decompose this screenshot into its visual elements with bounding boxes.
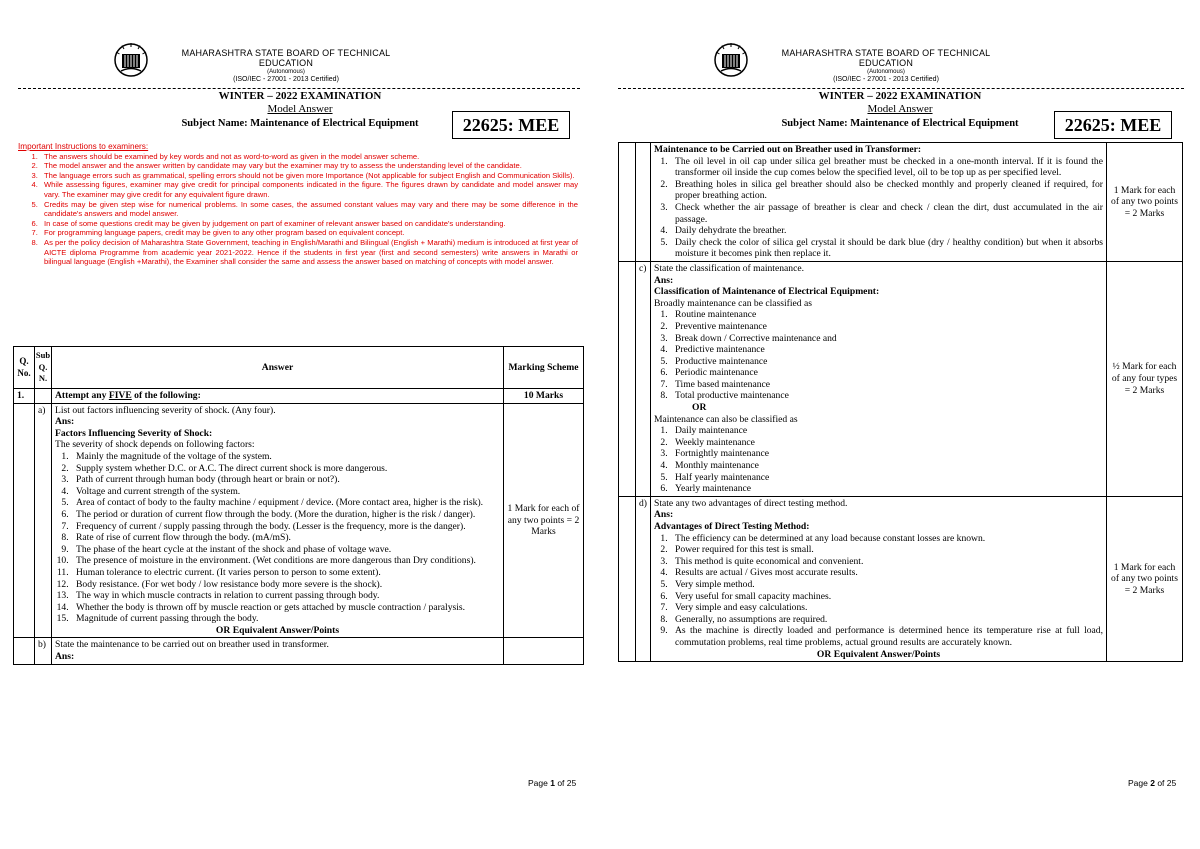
answer-heading: Advantages of Direct Testing Method:	[654, 521, 810, 532]
list-item: 6. Yearly maintenance	[670, 483, 1103, 495]
list-item: 4. Voltage and current strength of the system.	[71, 486, 500, 498]
subject-code-box: 22625: MEE	[1054, 111, 1172, 139]
subq-header: Sub Q. N.	[35, 347, 52, 389]
ans-label: Ans:	[654, 274, 674, 286]
list-item: 1. Mainly the magnitude of the voltage of the system.	[71, 451, 500, 463]
answer-intro: Maintenance can also be classified as	[654, 413, 798, 425]
answer-list	[654, 425, 1103, 495]
answer-intro: Broadly maintenance can be classified as	[654, 297, 812, 309]
list-item: 5. Half yearly maintenance	[670, 472, 1103, 484]
list-item: 2. Breathing holes in silica gel breather should also be checked monthly and properly cleaned if required, for proper breathing action.	[670, 179, 1103, 202]
list-item: 11. Human tolerance to electric current. (It varies person to person to some extent).	[71, 567, 500, 579]
list-item: 4. Predictive maintenance	[670, 344, 1103, 356]
ans-label: Ans:	[55, 651, 75, 663]
ans-label: Ans:	[654, 509, 674, 521]
autonomous-label: (Autonomous)	[267, 69, 305, 75]
list-item: 5. Very simple method.	[670, 579, 1103, 591]
header-divider	[18, 88, 580, 89]
exam-title: WINTER – 2022 EXAMINATION	[218, 90, 382, 102]
table-row	[619, 143, 1183, 262]
ans-label: Ans:	[55, 416, 75, 428]
table-row	[619, 496, 1183, 661]
answer-list	[654, 309, 1103, 402]
sub-question-text: State the maintenance to be carried out on breather used in transformer.	[55, 639, 329, 651]
page-header	[0, 42, 600, 84]
answer-heading: Classification of Maintenance of Electrical Equipment:	[654, 286, 880, 298]
five-label: FIVE	[108, 390, 132, 401]
board-name: MAHARASHTRA STATE BOARD OF TECHNICAL EDUCATION	[781, 48, 991, 68]
answer-list	[654, 533, 1103, 649]
list-item: 12. Body resistance. (For wet body / low resistance body more severe is the shock).	[71, 579, 500, 591]
instructions-title: Important Instructions to examiners:	[18, 142, 149, 151]
list-item: 1. Daily maintenance	[670, 425, 1103, 437]
sub-question-label: a)	[35, 403, 52, 638]
list-item: 5. Area of contact of body to the faulty machine / equipment / device. (More contact area, higher is the risk).	[71, 497, 500, 509]
subject-name: Subject Name: Maintenance of Electrical Equipment	[181, 118, 419, 129]
board-logo-icon	[713, 42, 749, 78]
iso-label: (ISO/IEC - 27001 - 2013 Certified)	[233, 76, 339, 83]
board-title	[756, 48, 1016, 83]
answer-heading: Factors Influencing Severity of Shock:	[55, 427, 213, 439]
list-item: 13. The way in which muscle contracts in relation to current passing through body.	[71, 590, 500, 602]
list-item: 1. The efficiency can be determined at any load because constant losses are known.	[670, 533, 1103, 545]
sub-question-text: State the classification of maintenance.	[654, 262, 804, 274]
list-item: 1. Routine maintenance	[670, 309, 1103, 321]
page-number: 2	[1150, 778, 1155, 788]
list-item: 7. Frequency of current / supply passing through the body. (Lesser is the frequency, more is the danger).	[71, 521, 500, 533]
board-logo-icon	[113, 42, 149, 78]
table-row	[619, 261, 1183, 496]
list-item: 3. Break down / Corrective maintenance and	[670, 333, 1103, 345]
instruction-item: 6. In case of some questions credit may be given by judgement on part of examiner of relevant answer based on candidate's understanding.	[40, 219, 578, 229]
list-item: 2. Supply system whether D.C. or A.C. The direct current shock is more dangerous.	[71, 463, 500, 475]
examiner-instructions	[18, 142, 578, 267]
page-2	[600, 0, 1200, 849]
page-header	[600, 42, 1200, 84]
subject-code-box: 22625: MEE	[452, 111, 570, 139]
list-item: 2. Preventive maintenance	[670, 321, 1103, 333]
or-label: OR	[692, 402, 707, 414]
instruction-item: 7. For programming language papers, credit may be given to any other program based on equivalent concept.	[40, 228, 578, 238]
list-item: 7. Very simple and easy calculations.	[670, 602, 1103, 614]
equivalent-note: OR Equivalent Answer/Points	[816, 648, 941, 660]
model-answer-label: Model Answer	[867, 103, 933, 115]
answer-cell	[52, 403, 504, 638]
list-item: 10. The presence of moisture in the environment. (Wet conditions are more dangerous than Dry conditions).	[71, 555, 500, 567]
subject-name: Subject Name: Maintenance of Electrical Equipment	[781, 118, 1019, 129]
instruction-item: 2. The model answer and the answer written by candidate may vary but the examiner may try to assess the understanding level of the candidate.	[40, 161, 578, 171]
list-item: 3. Check whether the air passage of breather is clear and check / clean the dirt, dust accumulated in the air passage.	[670, 202, 1103, 225]
header-divider	[618, 88, 1184, 89]
list-item: 1. The oil level in oil cap under silica gel breather must be checked in a one-month interval. If it is found the transformer oil inside the cup comes below the specified level, oil to be top up as per specified level.	[670, 156, 1103, 179]
marking-scheme: 1 Mark for each of any two points = 2 Marks	[1107, 496, 1183, 661]
question-instruction: Attempt any FIVE of the following:	[52, 389, 504, 404]
answer-list	[654, 156, 1103, 260]
page-footer: Page 1 of 25	[528, 778, 577, 788]
marking-header: Marking Scheme	[504, 347, 584, 389]
table-row	[14, 389, 584, 404]
list-item: 14. Whether the body is thrown off by muscle reaction or gets attached by muscle contraction / paralysis.	[71, 602, 500, 614]
instruction-item: 8. As per the policy decision of Maharashtra State Government, teaching in English/Marathi and Bilingual (English + Marathi) medium is introduced at first year of AICTE diploma Programme from academic year 2021-2022. Hence if the students in first year (first and second semesters) write answers in Marathi or bilingual language (English +Marathi), the Examiner shall consider the same and assess the answer based on matching of concepts with model answer.	[40, 238, 578, 267]
marking-scheme: ½ Mark for each of any four types = 2 Marks	[1107, 261, 1183, 496]
board-name: MAHARASHTRA STATE BOARD OF TECHNICAL EDUCATION	[181, 48, 391, 68]
list-item: 6. Very useful for small capacity machines.	[670, 591, 1103, 603]
list-item: 3. Path of current through human body (through heart or brain or not?).	[71, 474, 500, 486]
list-item: 9. The phase of the heart cycle at the instant of the shock and phase of voltage wave.	[71, 544, 500, 556]
answer-list	[55, 451, 500, 625]
sub-question-text: List out factors influencing severity of shock. (Any four).	[55, 404, 276, 416]
instruction-item: 1. The answers should be examined by key words and not as word-to-word as given in the model answer scheme.	[40, 152, 578, 162]
board-title	[156, 48, 416, 83]
list-item: 4. Monthly maintenance	[670, 460, 1103, 472]
instructions-list	[18, 152, 578, 267]
model-answer-label: Model Answer	[267, 103, 333, 115]
list-item: 9. As the machine is directly loaded and performance is determined hence its temperature rise at full load, commutation problems, real time problems, actual ground results are accurately known.	[670, 625, 1103, 648]
answer-table	[13, 346, 584, 665]
equivalent-note: OR Equivalent Answer/Points	[215, 624, 340, 636]
marking-scheme: 1 Mark for each of any two points = 2 Marks	[1107, 143, 1183, 262]
sub-question-label: c)	[636, 261, 651, 496]
answer-cell	[651, 496, 1107, 661]
exam-title-block	[750, 90, 1050, 130]
list-item: 5. Productive maintenance	[670, 356, 1103, 368]
list-item: 2. Power required for this test is small.	[670, 544, 1103, 556]
question-marks: 10 Marks	[504, 389, 584, 404]
answer-cell	[52, 638, 504, 664]
list-item: 8. Generally, no assumptions are required.	[670, 614, 1103, 626]
answer-intro: The severity of shock depends on following factors:	[55, 439, 255, 451]
qno-header: Q. No.	[14, 347, 35, 389]
list-item: 3. Fortnightly maintenance	[670, 448, 1103, 460]
sub-question-label: d)	[636, 496, 651, 661]
list-item: 5. Daily check the color of silica gel crystal it should be dark blue (dry / healthy condition) but when it absorbs moisture it becomes pink then replace it.	[670, 237, 1103, 260]
exam-title: WINTER – 2022 EXAMINATION	[818, 90, 982, 102]
table-row	[14, 403, 584, 638]
answer-cell	[651, 143, 1107, 262]
question-number: 1.	[14, 389, 35, 404]
list-item: 6. Periodic maintenance	[670, 367, 1103, 379]
table-row	[14, 638, 584, 664]
page-number: 1	[550, 778, 555, 788]
list-item: 4. Daily dehydrate the breather.	[670, 225, 1103, 237]
instruction-item: 4. While assessing figures, examiner may give credit for principal components indicated in the figure. The figures drawn by candidate and model answer may vary. The examiner may give credit for any equivalent figure drawn.	[40, 180, 578, 199]
list-item: 3. This method is quite economical and convenient.	[670, 556, 1103, 568]
list-item: 4. Results are actual / Gives most accurate results.	[670, 567, 1103, 579]
instruction-item: 3. The language errors such as grammatical, spelling errors should not be given more Importance (Not applicable for subject English and Communication Skills).	[40, 171, 578, 181]
list-item: 7. Time based maintenance	[670, 379, 1103, 391]
sub-question-text: State any two advantages of direct testing method.	[654, 497, 848, 509]
exam-title-block	[150, 90, 450, 130]
sub-question-label: b)	[35, 638, 52, 664]
marking-scheme: 1 Mark for each of any two points = 2 Marks	[504, 403, 584, 638]
page-footer: Page 2 of 25	[1128, 778, 1177, 788]
instruction-item: 5. Credits may be given step wise for numerical problems. In some cases, the assumed constant values may vary and there may be some difference in the candidate's answers and model answer.	[40, 200, 578, 219]
answer-table	[618, 142, 1183, 662]
list-item: 8. Total productive maintenance	[670, 390, 1103, 402]
answer-heading: Maintenance to be Carried out on Breather used in Transformer:	[654, 144, 922, 155]
list-item: 2. Weekly maintenance	[670, 437, 1103, 449]
list-item: 15. Magnitude of current passing through the body.	[71, 613, 500, 625]
answer-cell	[651, 261, 1107, 496]
list-item: 6. The period or duration of current flow through the body. (More the duration, higher is the risk / danger).	[71, 509, 500, 521]
list-item: 8. Rate of rise of current flow through the body. (mA/mS).	[71, 532, 500, 544]
answer-header: Answer	[52, 347, 504, 389]
iso-label: (ISO/IEC - 27001 - 2013 Certified)	[833, 76, 939, 83]
autonomous-label: (Autonomous)	[867, 69, 905, 75]
